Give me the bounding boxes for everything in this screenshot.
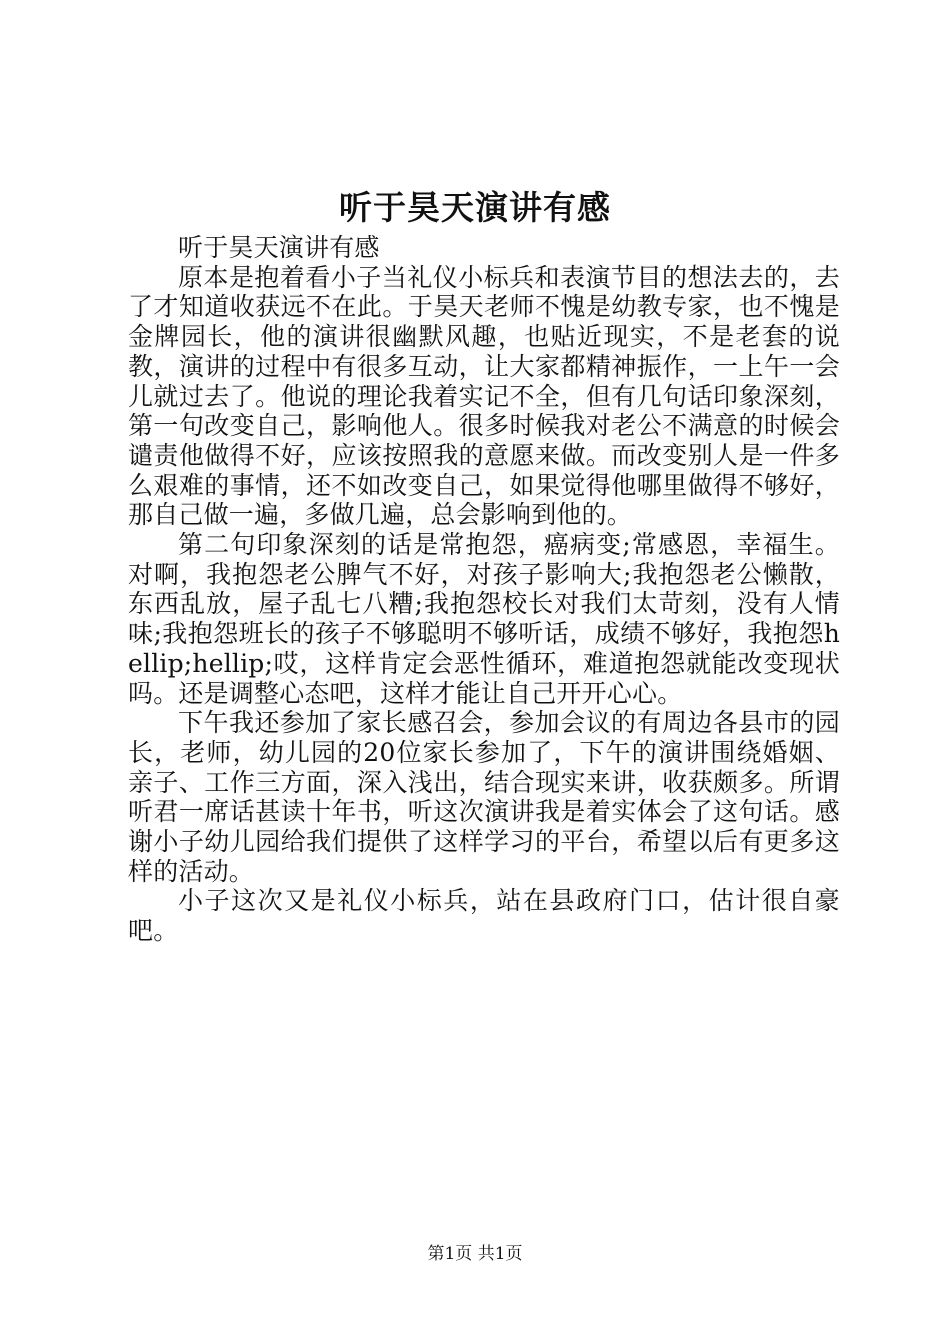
paragraph-1: 原本是抱着看小子当礼仪小标兵和表演节目的想法去的，去了才知道收获远不在此。于昊天老师不愧是幼教专家，也不愧是金牌园长，他的演讲很幽默风趣，也贴近现实，不是老套的说教，演讲的过程中有很多互动，让大家都精神振作，一上午一会儿就过去了。他说的理论我着实记不全，但有几句话印象深刻，第一句改变自己，影响他人。很多时候我对老公不满意的时候会谴责他做得不好，应该按照我的意愿来做。而改变别人是一件多么艰难的事情，还不如改变自己，如果觉得他哪里做得不够好，那自己做一遍，多做几遍，总会影响到他的。 bbox=[128, 262, 840, 530]
document-title: 听于昊天演讲有感 bbox=[339, 188, 611, 227]
paragraph-4: 小子这次又是礼仪小标兵，站在县政府门口，估计很自豪吧。 bbox=[128, 886, 840, 946]
paragraph-subtitle: 听于昊天演讲有感 bbox=[178, 233, 380, 262]
document-body bbox=[128, 233, 840, 946]
paragraph-3: 下午我还参加了家长感召会，参加会议的有周边各县市的园长，老师，幼儿园的20位家长参加了，下午的演讲围绕婚姻、亲子、工作三方面，深入浅出，结合现实来讲，收获颇多。所谓听君一席话甚读十年书，听这次演讲我是着实体会了这句话。感谢小子幼儿园给我们提供了这样学习的平台，希望以后有更多这样的活动。 bbox=[128, 708, 840, 886]
paragraph-2: 第二句印象深刻的话是常抱怨，癌病变;常感恩，幸福生。对啊，我抱怨老公脾气不好，对孩子影响大;我抱怨老公懒散，东西乱放，屋子乱七八糟;我抱怨校长对我们太苛刻，没有人情味;我抱怨班长的孩子不够聪明不够听话，成绩不够好，我抱怨hellip;hellip;哎，这样肯定会恶性循环，难道抱怨就能改变现状吗。还是调整心态吧，这样才能让自己开开心心。 bbox=[128, 530, 840, 708]
page-number-footer: 第1页 共1页 bbox=[427, 1244, 523, 1264]
